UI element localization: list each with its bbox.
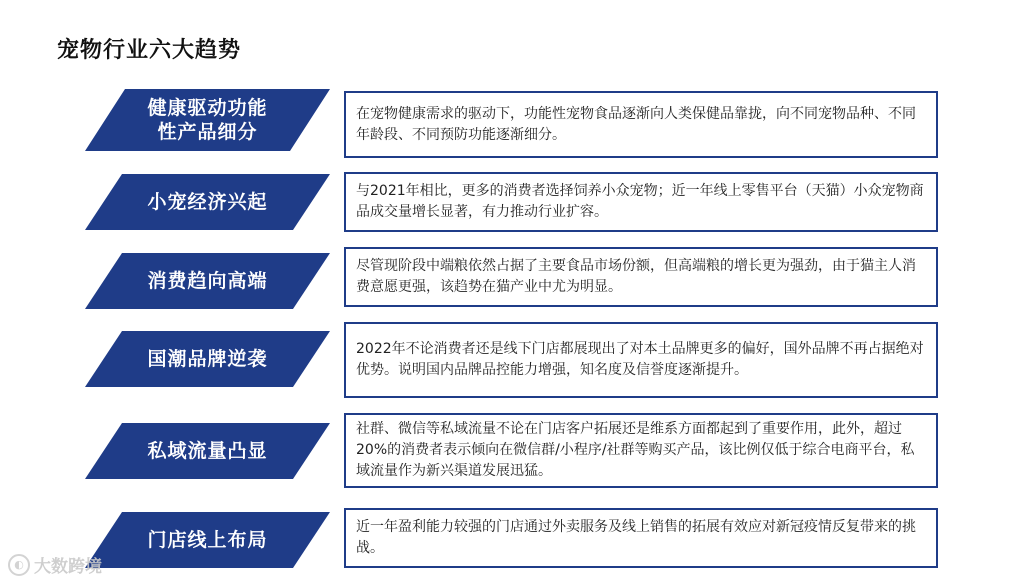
trend-description-text: 尽管现阶段中端粮依然占据了主要食品市场份额，但高端粮的增长更为强劲，由于猫主人消费意愿更强，该趋势在猫产业中尤为明显。 [356,258,916,295]
trend-description-text: 近一年盈利能力较强的门店通过外卖服务及线上销售的拓展有效应对新冠疫情反复带来的挑战。 [356,519,916,556]
logo-icon: ◐ [8,554,30,576]
trend-description-online-layout [344,508,938,568]
trend-tag-label: 健康驱动功能 性产品细分 [147,97,268,143]
trend-tag-domestic-brands [85,331,330,387]
trend-description-text: 社群、微信等私域流量不论在门店客户拓展还是维系方面都起到了重要作用，此外，超过20%的消费者表示倾向在微信群/小程序/社群等购买产品，该比例仅低于综合电商平台，私域流量作为新兴渠道发展迅猛。 [356,421,915,479]
trend-tag-label: 国潮品牌逆袭 [147,348,268,370]
watermark [8,552,102,577]
trend-tag-online-layout [85,512,330,568]
trend-description-private-traffic [344,413,938,488]
trend-description-text: 在宠物健康需求的驱动下，功能性宠物食品逐渐向人类保健品靠拢，向不同宠物品种、不同年龄段、不同预防功能逐渐细分。 [356,105,916,143]
trend-tag-health [85,89,330,151]
trend-tag-label: 消费趋向高端 [147,270,268,292]
trend-tag-label: 私域流量凸显 [147,440,268,462]
watermark-text: 大数跨境 [34,557,102,577]
trend-description-health [344,91,938,158]
trend-description-premium [344,247,938,307]
trend-description-small-pets [344,172,938,232]
trend-description-domestic-brands [344,322,938,398]
trend-tag-premium [85,253,330,309]
trend-tag-small-pets [85,174,330,230]
trend-tag-label: 小宠经济兴起 [147,191,268,213]
trend-tag-label: 门店线上布局 [147,529,268,551]
trend-tag-private-traffic [85,423,330,479]
trend-description-text: 与2021年相比，更多的消费者选择饲养小众宠物；近一年线上零售平台（天猫）小众宠物商品成交量增长显著，有力推动行业扩容。 [356,183,924,220]
page-title: 宠物行业六大趋势 [57,38,242,63]
trend-description-text: 2022年不论消费者还是线下门店都展现出了对本土品牌更多的偏好，国外品牌不再占据绝对优势。说明国内品牌品控能力增强，知名度及信誉度逐渐提升。 [356,341,924,378]
